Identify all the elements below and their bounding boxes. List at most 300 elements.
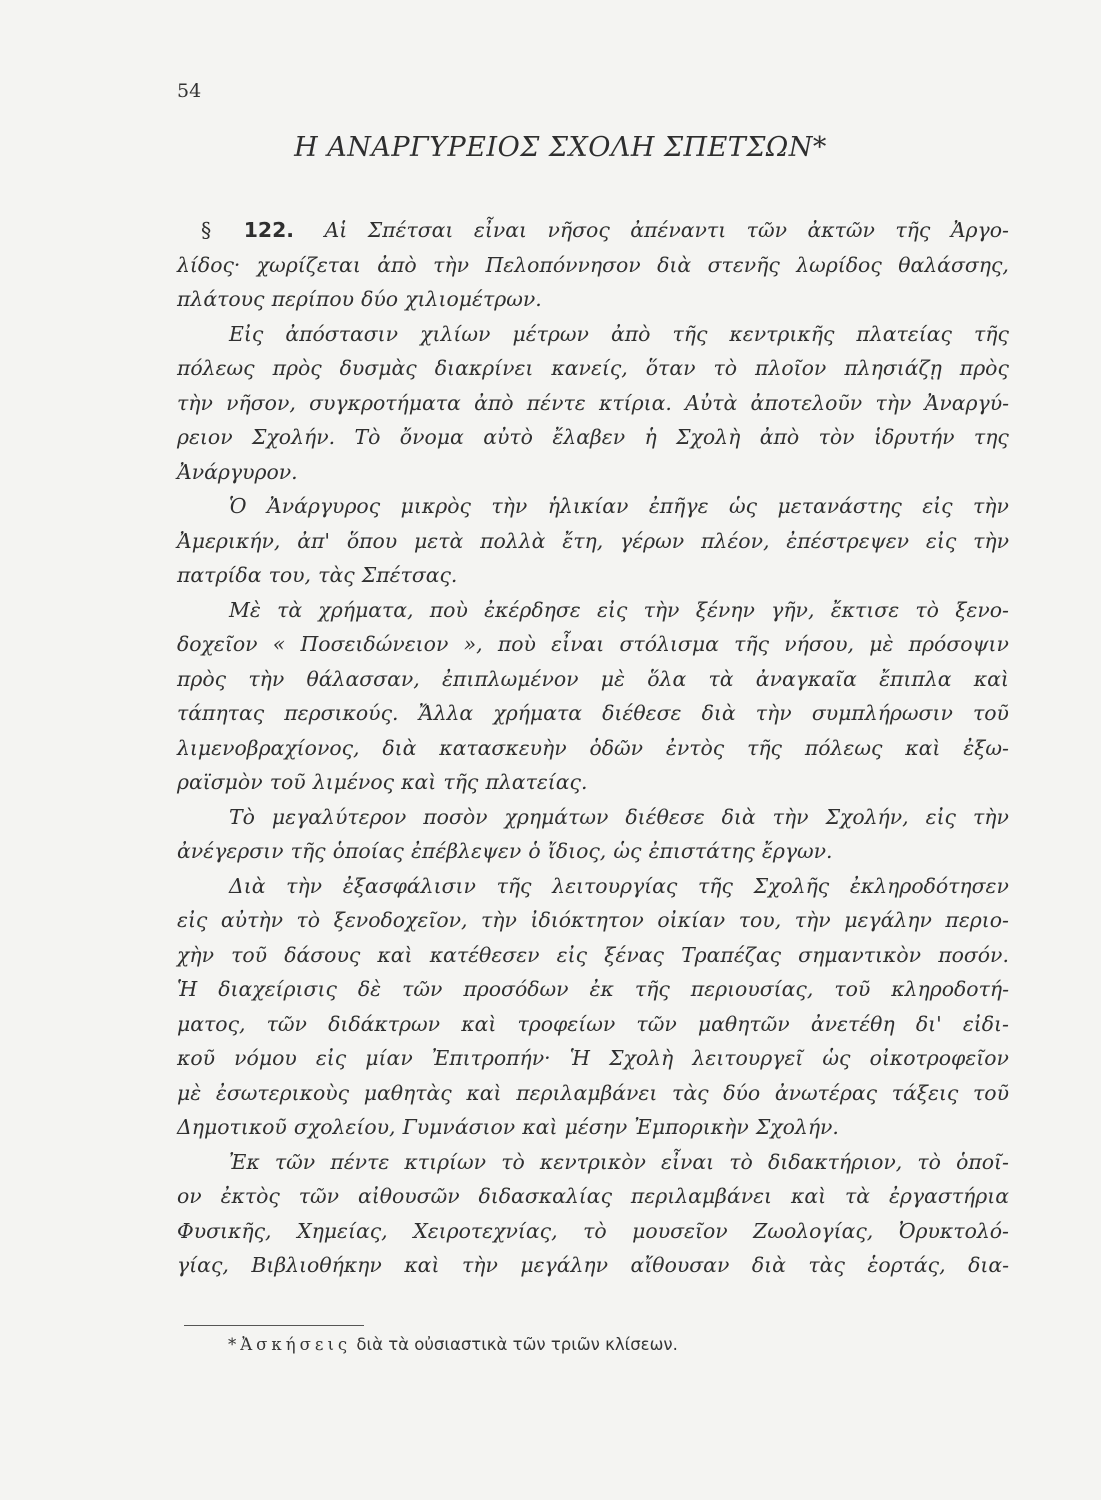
word: τῆς [443,770,479,794]
word: νόμου [234,1046,297,1070]
word: πλησιάζῃ [844,356,942,380]
word: τὴν [177,390,213,415]
text-line [177,972,1009,1007]
word: ἐπιστάτης [648,839,755,863]
word: μικρὸς [400,494,471,518]
word: θαλάσσης, [898,252,1009,277]
word: εἰς [315,1046,347,1070]
word: μετανάστης [777,494,902,518]
word: τὴν [461,1253,498,1277]
word: λιμενοβραχίονος, [177,735,360,760]
word: ποὺ [497,632,536,656]
word: Σχολήν. [755,1115,839,1139]
word: καὶ [404,1253,440,1277]
word: μεγάλην [844,908,932,932]
word: Τὸ [229,804,255,829]
word: πέντε [330,1149,390,1174]
word: ὅταν [645,356,696,380]
word: ἐντὸς [665,735,725,760]
footnote-marker: *Ἀσκήσεις [228,1335,352,1354]
word: καὶ [790,1184,827,1208]
text-line [177,351,1009,386]
chapter-title: Η ΑΝΑΡΓΥΡΕΙΟΣ ΣΧΟΛΗ ΣΠΕΤΣΩΝ* [294,132,827,163]
text-line [177,386,1009,421]
word: δοχεῖον [177,632,258,656]
word: τῆς [290,839,326,863]
word: τοῦ [231,942,268,967]
word: δύο [723,1080,761,1105]
word: κανείς, [551,356,628,380]
text-line [177,1076,1009,1111]
text-line [177,800,1009,835]
word: τὴν [248,666,285,691]
word: ἐξασφάλισιν [342,873,476,898]
word: τῶν [274,1149,316,1174]
footnote-text: διὰ τὰ οὐσιαστικὰ τῶν τριῶν κλίσεων. [356,1335,678,1354]
word: μουσεῖον [632,1218,728,1243]
word: τὸ [729,1149,753,1174]
word: χρήματα [493,701,582,725]
word: μὲ [869,632,894,656]
word: Τραπέζας [681,942,782,967]
word: διὰ [701,701,736,725]
word: καὶ [461,1011,497,1036]
text-line [177,731,1009,766]
word: τὴν [772,804,809,829]
word: γῆν, [771,597,815,622]
word: ἔργων. [761,839,833,863]
word: λειτουργεῖ [692,1046,804,1070]
word: καὶ [466,1080,502,1105]
word: χιλίων [420,321,491,346]
word: τῆς [672,321,708,346]
word: τοῦ [973,1080,1009,1105]
text-line [177,593,1009,628]
word: μαθητὰς [363,1080,452,1105]
word: ἐργαστήρια [888,1184,1009,1208]
word: τὸ [713,356,738,380]
word: ἀπὸ [610,321,651,346]
text-line [177,1214,1009,1249]
word: ρειον [177,425,233,449]
word: τάξεις [891,1080,959,1105]
word: μέσην [564,1115,628,1139]
word: κατέθεσεν [429,942,540,967]
word: λιμένος [312,770,395,794]
word: ξένας [604,942,664,967]
word: δὲ [357,977,382,1001]
word: ματος, [177,1011,246,1036]
text-line [177,765,1009,800]
word: ἀποτελοῦν [750,390,863,415]
word: « [272,632,286,656]
word: ἀκτῶν [807,218,875,242]
word: τοῦ [269,770,306,794]
word: ὁδῶν [589,735,644,760]
word: περιλαμβάνει [516,1080,658,1105]
word: διὰ [751,1253,786,1277]
word: μὲ [177,1080,202,1105]
word: περιουσίας, [690,977,814,1001]
word: αἰθουσῶν [357,1184,460,1208]
word: ἐσωτερικοὺς [215,1080,350,1105]
word: τὰς [318,563,355,587]
word: Αὐτὰ [685,390,738,415]
word: Διὰ [229,873,266,898]
word: Σπέτσαι [367,218,454,242]
word: τὴν [972,804,1009,829]
word: εἰς [925,528,957,553]
word: ἐκτὸς [220,1184,280,1208]
word: ἐπέστρεψεν [786,528,910,553]
word: κτίρια. [598,390,672,415]
word: Φυσικῆς, [177,1218,272,1243]
word: ὅλα [647,666,687,691]
word: δια- [968,1253,1009,1277]
word: ἀπ' [297,528,330,553]
word: εἰς [556,942,588,967]
word: εἰς [922,494,953,518]
word: ποσόν. [938,942,1009,967]
word: Ὀρυκτολό- [898,1218,1009,1243]
word: διὰ [382,735,417,760]
word: τὰς [672,1080,709,1105]
word: Χημείας, [297,1218,388,1243]
word: ἴδιος, [547,839,607,863]
word: δι' [915,1011,942,1036]
word: τῆς [634,977,670,1001]
word: του, [738,908,782,932]
word: ἡ [644,425,657,449]
text-line [177,248,1009,283]
word: τὰς [808,1253,845,1277]
word: Σχολήν, [825,804,909,829]
word: τὸ [917,1149,941,1174]
text-line [177,834,1009,869]
word: νήσου, [784,632,854,656]
word: ὡς [613,839,642,863]
word: ἀνωτέρας [774,1080,878,1105]
text-line [177,1179,1009,1214]
text-line [177,1248,1009,1283]
word: πόλεως [804,735,883,760]
word: εἶναι [473,218,528,242]
word: χρήματα, [318,597,414,622]
word: », [463,632,483,656]
word: τῶν [746,218,787,242]
word: τὸ [501,1149,525,1174]
word: εἶναι [661,1149,715,1174]
word: ἔτη, [562,528,604,553]
word: χὴν [177,942,214,967]
word: πλατείας [856,321,952,346]
word: Ἀνάργυρον. [177,459,298,484]
word: δάσους [284,942,361,967]
word: ἐπιπλωμένον [441,666,579,691]
text-line [177,282,1009,317]
word: ἐκ [589,977,614,1001]
text-line [177,869,1009,904]
word: τῆς [698,873,733,898]
word: Τὸ [354,425,381,449]
word: κεντρικὸν [539,1149,646,1174]
word: ἀπὸ [377,252,417,277]
word: μίαν [365,1046,413,1070]
word: πόλεως [177,356,255,380]
word: Ἐμπορικὴν [634,1115,749,1139]
word: τὴν [433,252,470,277]
text-line [177,420,1009,455]
word: τῶν [298,1184,340,1208]
word: Σπέτσας. [361,563,458,587]
word: καὶ [973,666,1009,691]
word: ἰδιόκτητον [530,908,644,932]
word: ποσὸν [423,804,488,829]
text-line [177,1007,1009,1042]
word: Πελοπόννησον [485,252,641,277]
word: ἔπιπλα [879,666,952,691]
word: ἐπῆγε [648,494,709,518]
word: τῶν [266,1011,307,1036]
word: τὸ [915,597,939,622]
word: ὅπου [346,528,398,553]
word: διδάκτρων [328,1011,441,1036]
word: χιλιομέτρων. [405,287,542,311]
word: τὰ [844,1184,871,1208]
word: Ἡ [569,1046,590,1070]
word: Γυμνάσιον [402,1115,516,1139]
word: ὁποῖ- [956,1149,1009,1174]
word: τὰ [708,666,734,691]
word: ποὺ [429,597,468,622]
word: κεντρικῆς [729,321,835,346]
word: συμπλήρωσιν [811,701,953,725]
word: Ἀναργύ- [924,390,1009,415]
word: περιλαμβάνει [630,1184,773,1208]
word: του, [268,563,312,587]
section-number: 122. [243,218,294,242]
word: ἀπόστασιν [285,321,399,346]
word: γίας, [177,1253,229,1277]
word: διακρίνει [434,356,534,380]
word: σχολείου, [293,1115,396,1139]
word: τὴν [973,494,1009,518]
word: Χειροτεχνίας, [413,1218,558,1243]
word: ἱδρυτήν [873,425,955,449]
word: τὴν [643,597,680,622]
word: διαχείρισις [218,977,337,1001]
text-line [177,696,1009,731]
word: δυσμὰς [339,356,417,380]
word: γέρων [620,528,685,553]
text-line [177,627,1009,662]
word: καὶ [401,770,437,794]
word: τὰ [277,597,303,622]
word: ἔκτισε [830,597,900,622]
word: τὴν [755,701,792,725]
word: ραϊσμὸν [177,770,263,794]
word: Ἀργο- [950,218,1009,242]
word: Ἀμερικήν, [177,528,281,553]
word: ον [177,1184,202,1208]
word: Ἄλλα [418,701,474,725]
word: Σχολῆς [753,873,830,898]
text-line [177,558,1009,593]
word: τοῦ [973,701,1009,725]
word: τροφείων [517,1011,616,1036]
text-line [177,903,1009,938]
word: διέθεσε [602,701,682,725]
word: καὶ [377,942,413,967]
word: εἰδι- [962,1011,1009,1036]
text-line [177,662,1009,697]
word: θάλασσαν, [306,666,420,691]
footnote [228,1335,678,1354]
word: οἰκοτροφεῖον [869,1046,1009,1070]
word: εἰς [177,908,208,932]
word: πρὸς [959,356,1009,380]
word: διέθεσε [625,804,705,829]
word: ἀπὸ [759,425,800,449]
word: πρὸς [177,666,227,691]
word: ἀνετέθη [810,1011,895,1036]
word: τὴν [794,908,831,932]
word: Ἐπιτροπήν· [431,1046,551,1070]
word: τὴν [491,494,528,518]
text-line [177,1110,1009,1145]
word: εἰς [925,804,956,829]
word: πρόσοψιν [908,632,1009,656]
word: τὴν [973,528,1009,553]
word: διὰ [657,252,692,277]
word: δύο [361,287,399,311]
word: νῆσος [547,218,610,242]
word: οἰκίαν [657,908,726,932]
text-line [177,1041,1009,1076]
word: Ἐκ [229,1149,260,1174]
word: νῆσον, [226,390,296,415]
text-line [177,489,1009,524]
word: τοῦ [834,977,871,1001]
word: ἐξω- [963,735,1009,760]
word: ξενοδοχεῖον, [333,908,468,932]
word: τῆς [895,218,931,242]
word: ἡλικίαν [547,494,629,518]
word: Βιβλιοθήκην [251,1253,382,1277]
word: στόλισμα [619,632,719,656]
word: μετὰ [414,528,464,553]
word: κληροδοτή- [891,977,1009,1001]
word: ἐπέβλεψεν [410,839,522,863]
word: ὁ [528,839,541,863]
word: μέτρων [512,321,589,346]
word: τῶν [636,1011,677,1036]
word: πατρίδα [177,563,262,587]
word: αἴθουσαν [630,1253,730,1277]
word: Μὲ [229,597,261,622]
body-text [177,213,1009,1283]
word: Σχολήν. [252,425,336,449]
word: καὶ [522,1115,558,1139]
word: λειτουργίας [552,873,678,898]
word: μεγαλύτερον [271,804,407,829]
word: στενῆς [707,252,780,277]
word: τὴν [481,908,517,932]
word: περίπου [271,287,354,311]
word: περιο- [945,908,1009,932]
word: ὁποίας [332,839,404,863]
text-line [177,938,1009,973]
word: Ἡ [177,977,198,1001]
word: χρημάτων [504,804,609,829]
word: Σχολὴ [609,1046,674,1070]
word: Δημοτικοῦ [177,1115,287,1139]
footnote-divider [184,1325,364,1326]
word: της [973,425,1009,449]
word: τὸν [818,425,855,449]
word: πλάτους [177,287,265,311]
section-mark: § [201,218,212,242]
word: Ζωολογίας, [753,1218,874,1243]
word: ἐκληροδότησεν [849,873,1009,898]
text-line [177,455,1009,490]
word: αὐτὸ [483,425,533,449]
word: προσόδων [463,977,569,1001]
word: πλατείας. [485,770,588,794]
word: τὸ [583,1218,607,1243]
text-line [177,317,1009,352]
word: χωρίζεται [256,252,361,277]
word: κοῦ [177,1046,216,1070]
word: τὴν [875,390,912,415]
word: μεγάλην [520,1253,609,1277]
word: κατασκευὴν [439,735,567,760]
word: πλέον, [701,528,770,553]
word: Αἱ [324,218,348,242]
word: τὴν [286,873,323,898]
word: περσικούς. [284,701,399,725]
word: ἐκέρδησε [484,597,581,622]
word: πλοῖον [755,356,827,380]
word: ὡς [729,494,758,518]
word: συγκροτήματα [309,390,461,415]
word: Εἰς [229,321,264,346]
word: ξένην [695,597,755,622]
word: καὶ [905,735,941,760]
word: Ἀνάργυρος [266,494,381,518]
word: πολλὰ [480,528,546,553]
word: πέντε [526,390,586,415]
word: ἀπὸ [474,390,514,415]
text-line [177,524,1009,559]
word: ὄνομα [399,425,464,449]
word: Σχολὴ [676,425,741,449]
word: τῆς [734,632,770,656]
word: τῶν [402,977,443,1001]
word: τῆς [973,321,1009,346]
word: εἰς [596,597,628,622]
page-number: 54 [177,80,202,102]
word: ἔλαβεν [552,425,626,449]
word: εἶναι [551,632,605,656]
word: Ὁ [229,494,247,518]
word: τῆς [496,873,532,898]
text-line [177,1145,1009,1180]
word: τὸ [296,908,321,932]
word: διὰ [721,804,756,829]
word: ἀνέγερσιν [177,839,284,863]
word: λίδος· [177,252,241,277]
